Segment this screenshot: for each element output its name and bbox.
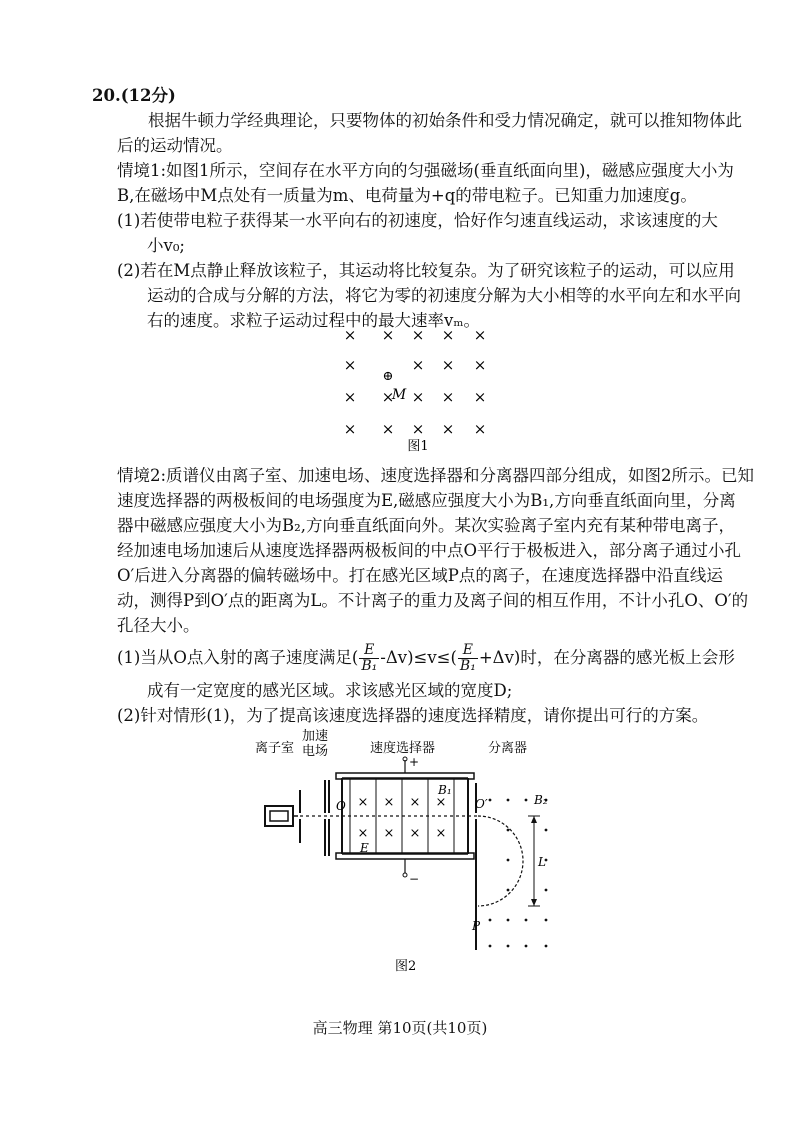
field-cross: ×	[343, 326, 357, 344]
page-footer: 高三物理 第10页(共10页)	[312, 1019, 488, 1037]
field-cross: ×	[343, 420, 357, 438]
question-score: (12分)	[120, 86, 176, 105]
intro-line-1: 根据牛顿力学经典理论，只要物体的初始条件和受力情况确定，就可以推知物体此	[148, 111, 742, 130]
question-header	[92, 85, 176, 107]
scenario2-line-4: 经加速电场加速后从速度选择器两极板间的中点O平行于极板进入，部分离子通过小孔	[117, 541, 742, 560]
q1-minus-dv: -Δv)≤v≤(	[380, 648, 457, 667]
selector-cross: ×	[435, 795, 447, 810]
label-o-prime: O′	[475, 797, 488, 811]
label-accel-2: 电场	[302, 744, 329, 759]
scenario2-line-1: 情境2:质谱仪由离子室、加速电场、速度选择器和分离器四部分组成，如图2所示。已知	[117, 466, 755, 485]
separator-dot	[507, 919, 510, 922]
scenario2-q2: (2)针对情形(1)，为了提高该速度选择器的速度选择精度，请你提出可行的方案。	[117, 706, 709, 725]
field-cross: ×	[411, 420, 425, 438]
scenario1-q2-line-1: (2)若在M点静止释放该粒子，其运动将比较复杂。为了研究该粒子的运动，可以应用	[117, 261, 735, 280]
separator-dot	[507, 829, 510, 832]
separator-dot	[545, 945, 548, 948]
label-e: E	[360, 841, 369, 855]
separator-dot	[525, 945, 528, 948]
figure-1-caption: 图1	[407, 439, 429, 454]
scenario2-line-3: 器中磁感应强度大小为B₂,方向垂直纸面向外。某次实验离子室内充有某种带电离子，	[117, 516, 735, 535]
label-b2: B₂	[534, 793, 548, 807]
ion-source	[265, 806, 298, 826]
label-b1: B₁	[438, 783, 452, 797]
field-cross: ×	[473, 388, 487, 406]
scenario2-q1-line-1	[117, 643, 735, 674]
field-cross: ×	[411, 326, 425, 344]
separator-dot	[507, 799, 510, 802]
ion-trajectory	[478, 816, 523, 906]
selector-cross: ×	[435, 826, 447, 841]
scenario1-line-1: 情境1:如图1所示，空间存在水平方向的匀强磁场(垂直纸面向里)，磁感应强度大小为	[117, 161, 734, 180]
separator-dot	[525, 919, 528, 922]
scenario2-q1-line-2: 成有一定宽度的感光区域。求该感光区域的宽度D;	[147, 681, 513, 700]
q1-prefix: (1)当从O点入射的离子速度满足(	[117, 648, 359, 667]
field-cross: ×	[343, 388, 357, 406]
field-cross: ×	[381, 326, 395, 344]
scenario1-q2-line-2: 运动的合成与分解的方法，将它为零的初速度分解为大小相等的水平向左和水平向	[147, 286, 741, 305]
separator-dot	[507, 945, 510, 948]
figure-1	[330, 322, 510, 457]
figure-2	[250, 728, 570, 978]
fraction-denominator: B₁	[361, 658, 378, 674]
scenario2-line-6: 动，测得P到O′点的距离为L。不计离子的重力及离子间的相互作用，不计小孔O、O′的	[117, 591, 749, 610]
label-separator: 分离器	[488, 741, 528, 756]
negative-terminal	[403, 873, 407, 877]
separator-dot	[545, 829, 548, 832]
selector-cross: ×	[409, 795, 421, 810]
scenario1-line-2: B,在磁场中M点处有一质量为m、电荷量为+q的带电粒子。已知重力加速度g。	[117, 186, 697, 205]
label-p: P	[472, 919, 481, 933]
selector-cross: ×	[357, 826, 369, 841]
field-cross: ×	[411, 388, 425, 406]
separator-dot	[489, 919, 492, 922]
separator-dot	[489, 945, 492, 948]
fraction-e-over-b1-2	[458, 643, 478, 674]
label-minus: −	[409, 872, 420, 886]
separator-dot	[525, 799, 528, 802]
field-cross: ×	[473, 420, 487, 438]
question-number: 20.	[92, 86, 121, 105]
magnetic-field-crosses	[344, 326, 487, 438]
field-cross: ×	[381, 420, 395, 438]
fraction-numerator-2: E	[458, 643, 478, 659]
field-cross: ×	[343, 356, 357, 374]
scenario2-line-5: O′后进入分离器的偏转磁场中。打在感光区域P点的离子，在速度选择器中沿直线运	[117, 566, 723, 585]
selector-cross: ×	[383, 826, 395, 841]
scenario2-line-7: 孔径大小。	[117, 616, 200, 635]
field-cross: ×	[441, 356, 455, 374]
fraction-e-over-b1	[359, 643, 379, 674]
field-cross: ×	[473, 356, 487, 374]
figure-2-caption: 图2	[395, 959, 417, 974]
scenario1-q2-line-3: 右的速度。求粒子运动过程中的最大速率vₘ。	[147, 311, 480, 330]
intro-line-2: 后的运动情况。	[117, 136, 233, 155]
separator-dot	[489, 799, 492, 802]
label-plus: +	[409, 755, 420, 769]
separator-dot	[507, 859, 510, 862]
field-cross: ×	[473, 326, 487, 344]
separator-dot	[545, 919, 548, 922]
selector-cross: ×	[357, 795, 369, 810]
selector-cross: ×	[409, 826, 421, 841]
field-cross: ×	[441, 326, 455, 344]
label-l: L	[538, 855, 546, 869]
field-cross: ×	[381, 388, 395, 406]
field-cross: ×	[441, 420, 455, 438]
label-ion-chamber: 离子室	[255, 741, 295, 756]
scenario1-q1-line-1: (1)若使带电粒子获得某一水平向右的初速度，恰好作匀速直线运动，求该速度的大	[117, 211, 718, 230]
label-accel-1: 加速	[302, 729, 329, 744]
label-velocity-selector: 速度选择器	[370, 741, 436, 756]
scenario1-q1-line-2: 小v₀;	[147, 236, 185, 255]
selector-cross: ×	[383, 795, 395, 810]
field-cross: ×	[441, 388, 455, 406]
fraction-denominator-2: B₁	[459, 658, 476, 674]
scenario2-line-2: 速度选择器的两极板间的电场强度为E,磁感应强度大小为B₁,方向垂直纸面向里，分离	[117, 491, 736, 510]
q1-plus-dv: +Δv)时，在分离器的感光板上会形	[478, 648, 735, 667]
label-o: O	[336, 799, 346, 813]
point-m-label: M	[391, 387, 407, 403]
particle-symbol: ⊕	[382, 369, 394, 384]
accelerating-plates	[325, 780, 329, 856]
fraction-numerator: E	[359, 643, 379, 659]
field-cross: ×	[411, 356, 425, 374]
separator-dot	[507, 889, 510, 892]
separator-dot	[545, 889, 548, 892]
